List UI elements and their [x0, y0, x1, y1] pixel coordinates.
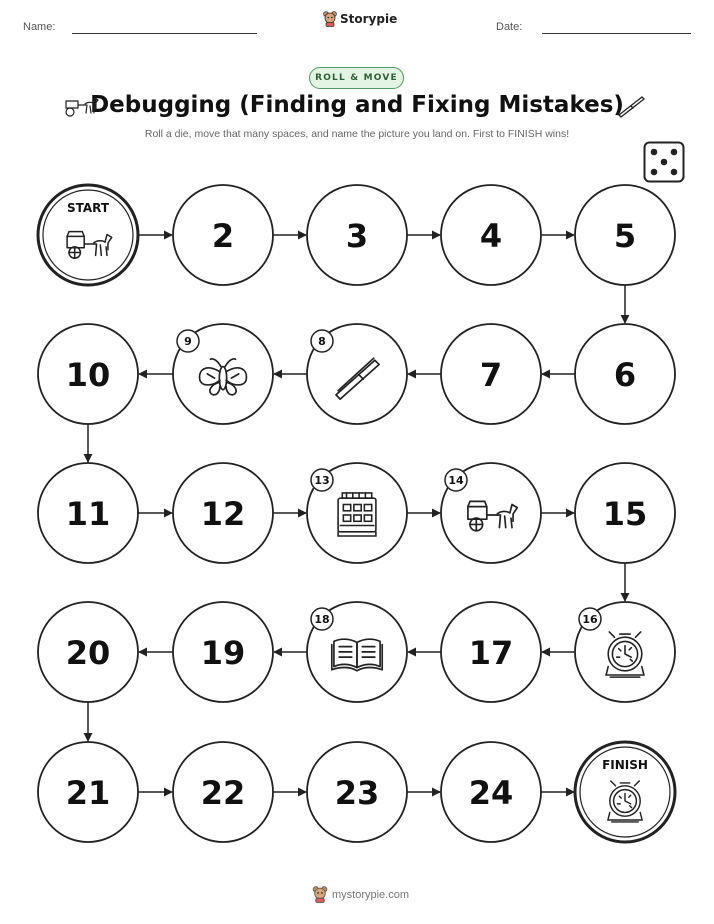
footer [312, 886, 409, 903]
space-number: 24 [468, 774, 514, 812]
board-space[interactable] [38, 324, 138, 424]
space-number: 4 [479, 217, 503, 255]
page-title: Debugging (Finding and Fixing Mistakes) [90, 92, 624, 118]
board-space[interactable] [173, 602, 273, 702]
footer-url[interactable]: mystorypie.com [332, 888, 410, 901]
board-space[interactable] [38, 742, 138, 842]
space-circle[interactable] [38, 185, 138, 285]
space-number: 5 [613, 217, 637, 255]
storypie-mascot-icon [312, 886, 328, 903]
board-space[interactable] [575, 602, 675, 702]
space-number: 11 [65, 495, 111, 533]
space-number: 20 [65, 634, 111, 672]
brand-name: Storypie [340, 12, 398, 26]
board-space[interactable] [441, 185, 541, 285]
board-space[interactable] [307, 602, 407, 702]
space-number: 21 [65, 774, 111, 812]
board-space[interactable] [441, 324, 541, 424]
space-number: 15 [602, 495, 648, 533]
board-space[interactable] [307, 463, 407, 563]
board-space[interactable] [441, 602, 541, 702]
game-type-badge: ROLL & MOVE [309, 67, 404, 89]
space-number: 6 [613, 356, 637, 394]
board-space[interactable] [575, 463, 675, 563]
space-number: 10 [65, 356, 111, 394]
finish-space[interactable] [575, 742, 675, 842]
space-circle[interactable] [575, 742, 675, 842]
board-space[interactable] [441, 742, 541, 842]
instructions: Roll a die, move that many spaces, and name the picture you land on. First to FINISH wins! [144, 128, 570, 140]
space-label: FINISH [602, 758, 648, 772]
space-label: START [66, 201, 110, 215]
board-space[interactable] [575, 185, 675, 285]
board-space[interactable] [307, 742, 407, 842]
board-space[interactable] [173, 324, 273, 424]
board-space[interactable] [38, 602, 138, 702]
space-number: 22 [200, 774, 246, 812]
space-number: 16 [582, 613, 598, 626]
board-spaces [38, 185, 675, 842]
date-label: Date: [496, 21, 523, 33]
space-number: 9 [184, 335, 192, 348]
space-number: 8 [318, 335, 326, 348]
space-number: 2 [211, 217, 235, 255]
space-number: 14 [448, 474, 464, 487]
board-space[interactable] [307, 324, 407, 424]
board-space[interactable] [307, 185, 407, 285]
board-space[interactable] [38, 463, 138, 563]
board-space[interactable] [173, 742, 273, 842]
space-number: 3 [345, 217, 369, 255]
board-space[interactable] [173, 185, 273, 285]
board-space[interactable] [575, 324, 675, 424]
start-space[interactable] [38, 185, 138, 285]
space-number: 18 [314, 613, 330, 626]
board-space[interactable] [441, 463, 541, 563]
name-label: Name: [23, 21, 56, 33]
space-number: 17 [468, 634, 514, 672]
space-number: 13 [314, 474, 330, 487]
space-number: 23 [334, 774, 380, 812]
space-number: 19 [200, 634, 246, 672]
space-number: 7 [479, 356, 503, 394]
space-number: 12 [200, 495, 246, 533]
board-space[interactable] [173, 463, 273, 563]
